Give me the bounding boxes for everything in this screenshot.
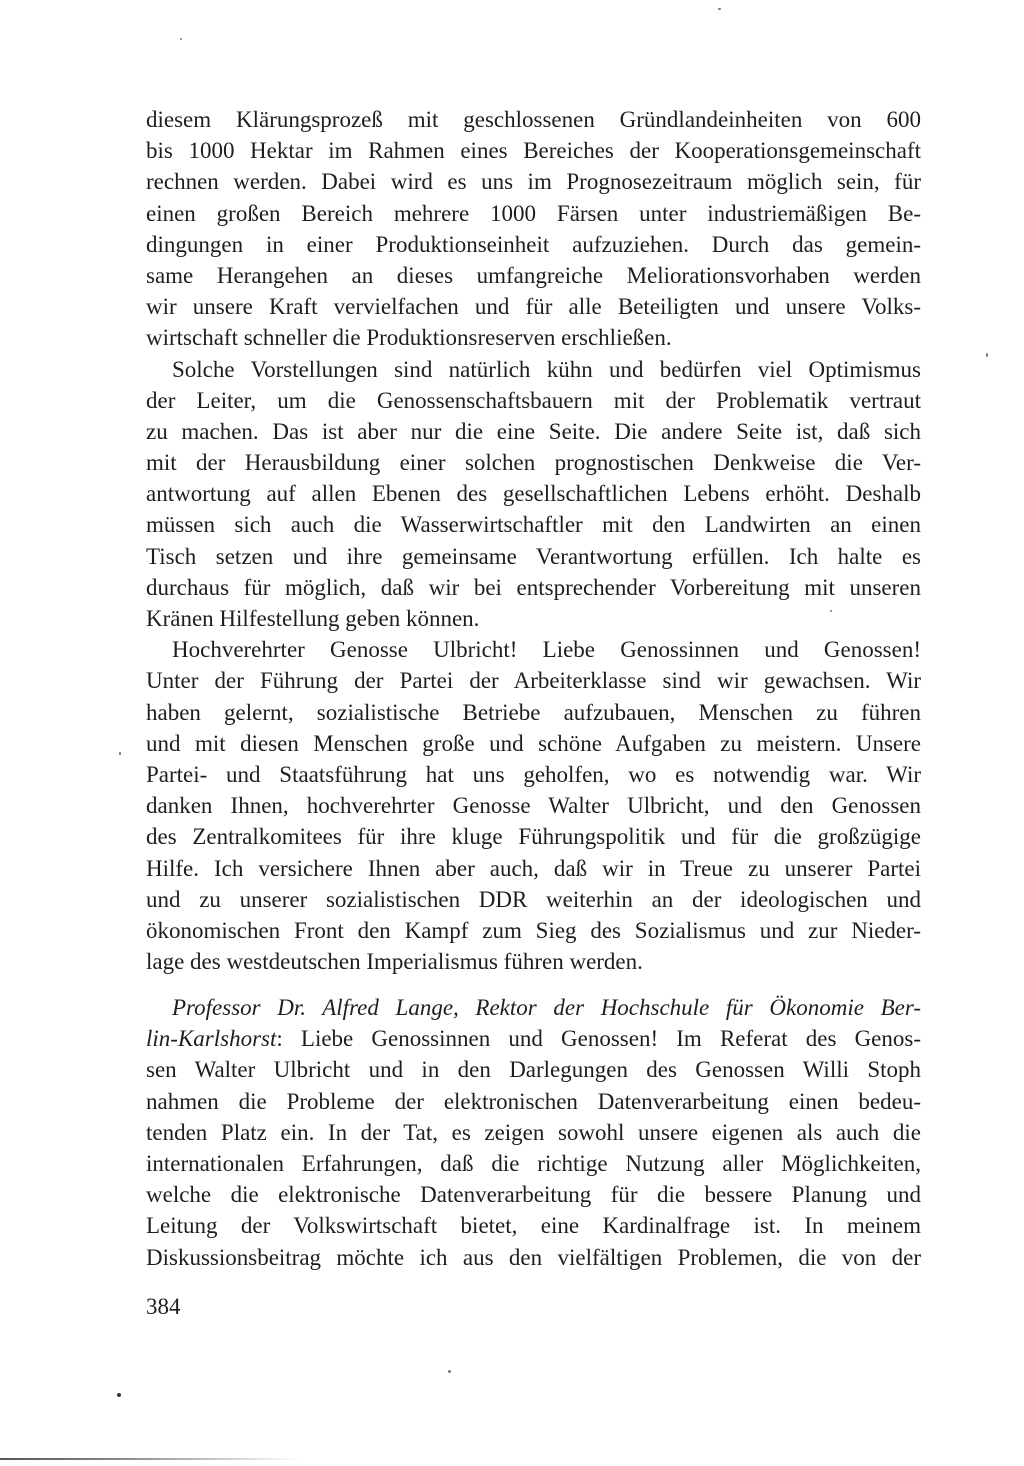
text-line: Hochverehrter Genosse Ulbricht! Liebe Genossinnen und Genossen! [172, 637, 921, 663]
page-number: 384 [146, 1294, 181, 1319]
scan-speck [986, 353, 988, 357]
scan-speck [830, 610, 832, 612]
speaker-line: Professor Dr. Alfred Lange, Rektor der Hochschule für Ökonomie Ber- [172, 995, 921, 1020]
text-line: müssen sich auch die Wasserwirtschaftler mit den Landwirten an einen [146, 512, 921, 538]
text-line: rechnen werden. Dabei wird es uns im Prognosezeitraum möglich sein, für [146, 169, 921, 195]
scan-speck [119, 752, 121, 755]
text-line: tenden Platz ein. In der Tat, es zeigen sowohl unsere eigenen als auch die [146, 1119, 921, 1145]
text-line: Unter der Führung der Partei der Arbeiterklasse sind wir gewachsen. Wir [146, 668, 921, 694]
speaker-name: lin-Karlshorst [146, 1026, 277, 1052]
body-text-upper [146, 104, 921, 977]
text-line: antwortung auf allen Ebenen des gesellschaftlichen Lebens erhöht. Deshalb [146, 481, 921, 507]
text-line: Hilfe. Ich versichere Ihnen aber auch, daß wir in Treue zu unserer Partei [146, 855, 921, 881]
text-line: danken Ihnen, hochverehrter Genosse Walter Ulbricht, und den Genossen [146, 793, 921, 819]
text-line: diesem Klärungsprozeß mit geschlossenen Gründlandeinheiten von 600 [146, 107, 921, 132]
text-line: same Herangehen an dieses umfangreiche Meliorationsvorhaben werden [146, 262, 921, 288]
text-line: Leitung der Volkswirtschaft bietet, eine Kardinalfrage ist. In meinem [146, 1213, 921, 1239]
text-line: durchaus für möglich, daß wir bei entsprechender Vorbereitung mit unseren [146, 574, 921, 600]
text-line: Diskussionsbeitrag möchte ich aus den vielfältigen Problemen, die von der [146, 1244, 921, 1270]
text-line: bis 1000 Hektar im Rahmen eines Bereiches der Kooperationsgemeinschaft [146, 138, 921, 164]
text-line: der Leiter, um die Genossenschaftsbauern mit der Problematik vertraut [146, 387, 921, 413]
text-line: ökonomischen Front den Kampf zum Sieg des Sozialismus und zur Nieder- [146, 917, 921, 943]
text-line: des Zentralkomitees für ihre kluge Führungspolitik und für die großzügige [146, 824, 921, 850]
scan-edge [0, 1458, 300, 1460]
text-line: internationalen Erfahrungen, daß die richtige Nutzung aller Möglichkeiten, [146, 1150, 921, 1176]
text-line: haben gelernt, sozialistische Betriebe aufzubauen, Menschen zu führen [146, 699, 921, 725]
scan-speck [448, 1370, 451, 1373]
speech-text: : Liebe Genossinnen und Genossen! Im Referat des Genos- [276, 1026, 921, 1052]
text-line: lage des westdeutschen Imperialismus führen werden. [146, 949, 643, 975]
text-line: und zu unserer sozialistischen DDR weiterhin an der ideologischen und [146, 886, 921, 912]
text-line: Tisch setzen und ihre gemeinsame Verantwortung erfüllen. Ich halte es [146, 543, 921, 569]
text-line: wir unsere Kraft vervielfachen und für alle Beteiligten und unsere Volks- [146, 294, 921, 320]
text-line: einen großen Bereich mehrere 1000 Färsen unter industriemäßigen Be- [146, 200, 921, 226]
text-line: Kränen Hilfestellung geben können. [146, 606, 480, 631]
text-line: mit der Herausbildung einer solchen prognostischen Denkweise die Ver- [146, 450, 921, 476]
text-line: sen Walter Ulbricht und in den Darlegungen des Genossen Willi Stoph [146, 1057, 921, 1083]
text-line: wirtschaft schneller die Produktionsreserven erschließen. [146, 325, 672, 351]
text-line: Solche Vorstellungen sind natürlich kühn und bedürfen viel Optimismus [172, 356, 921, 382]
text-line: dingungen in einer Produktionseinheit aufzuziehen. Durch das gemein- [146, 231, 921, 257]
scan-speck [117, 1393, 121, 1397]
scan-speck [718, 8, 721, 10]
text-line: welche die elektronische Datenverarbeitung für die bessere Planung und [146, 1182, 921, 1208]
text-line: nahmen die Probleme der elektronischen Datenverarbeitung einen bedeu- [146, 1088, 921, 1114]
body-text-lower [146, 992, 921, 1273]
text-line: Partei- und Staatsführung hat uns geholfen, wo es notwendig war. Wir [146, 761, 921, 787]
speaker-continuation-line [146, 1023, 921, 1054]
text-line: zu machen. Das ist aber nur die eine Seite. Die andere Seite ist, daß sich [146, 418, 921, 444]
text-line: und mit diesen Menschen große und schöne Aufgaben zu meistern. Unsere [146, 730, 921, 756]
scan-speck [180, 38, 182, 40]
